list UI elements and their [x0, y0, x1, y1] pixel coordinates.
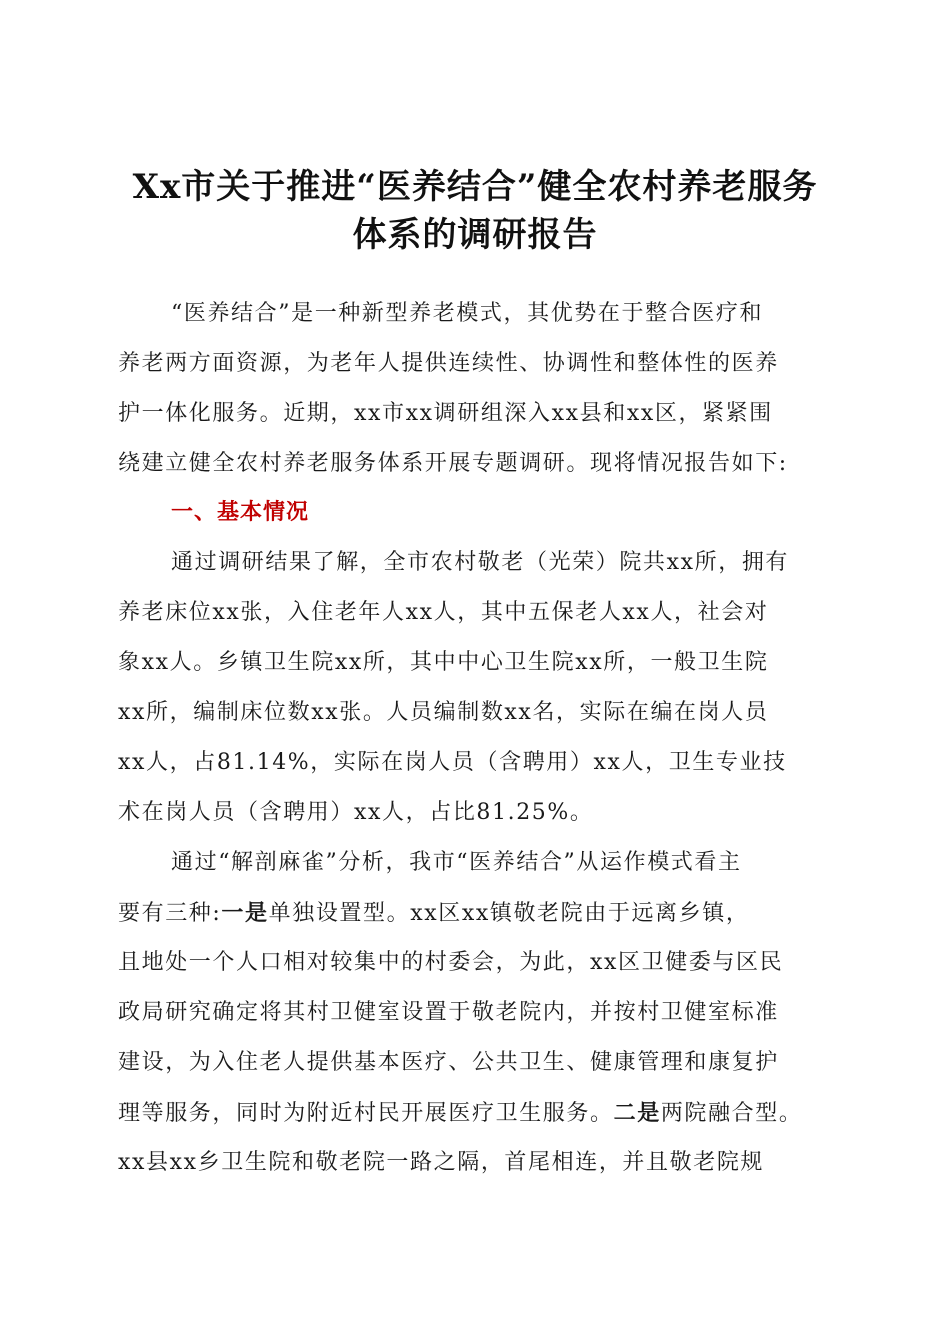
para2-line-6-end: 两院融合型。	[660, 1101, 803, 1126]
section-heading-basic-situation: 一、基本情况	[171, 500, 310, 525]
emphasis-second: 二是	[613, 1100, 661, 1126]
para2-line-5: 建设，为入住老人提供基本医疗、公共卫生、健康管理和康复护	[118, 1050, 779, 1075]
para1-line-4: xx所，编制床位数xx张。人员编制数xx名，实际在编在岗人员	[118, 700, 769, 725]
document-title-line-1: Xx市关于推进“医养结合”健全农村养老服务	[132, 167, 818, 207]
para2-line-1: 通过“解剖麻雀”分析，我市“医养结合”从运作模式看主	[171, 850, 742, 875]
emphasis-first: 一是	[221, 900, 269, 926]
para1-line-3: 象xx人。乡镇卫生院xx所，其中中心卫生院xx所，一般卫生院	[118, 650, 769, 675]
para1-line-1: 通过调研结果了解，全市农村敬老（光荣）院共xx所，拥有	[171, 550, 790, 575]
intro-line-4: 绕建立健全农村养老服务体系开展专题调研。现将情况报告如下:	[118, 451, 788, 476]
para2-line-2-end: 单独设置型。xx区xx镇敬老院由于远离乡镇，	[268, 901, 750, 926]
intro-line-1: “医养结合”是一种新型养老模式，其优势在于整合医疗和	[171, 301, 764, 326]
para2-line-3: 且地处一个人口相对较集中的村委会，为此，xx区卫健委与区民	[118, 950, 784, 975]
intro-line-3: 护一体化服务。近期，xx市xx调研组深入xx县和xx区，紧紧围	[118, 401, 773, 426]
intro-line-2: 养老两方面资源，为老年人提供连续性、协调性和整体性的医养	[118, 351, 779, 376]
para2-line-2-start: 要有三种:	[118, 901, 222, 926]
para1-line-6: 术在岗人员（含聘用）xx人，占比81.25%。	[118, 800, 594, 825]
para2-line-6-start: 理等服务，同时为附近村民开展医疗卫生服务。	[118, 1101, 614, 1126]
para1-line-2: 养老床位xx张，入住老年人xx人，其中五保老人xx人，社会对	[118, 600, 769, 625]
para2-line-6	[118, 1088, 802, 1138]
para2-line-4: 政局研究确定将其村卫健室设置于敬老院内，并按村卫健室标准	[118, 1000, 779, 1025]
document-title-line-2: 体系的调研报告	[352, 215, 598, 255]
para1-line-5: xx人，占81.14%，实际在岗人员（含聘用）xx人，卫生专业技	[118, 750, 787, 775]
para2-line-2	[118, 888, 749, 938]
para2-line-7: xx县xx乡卫生院和敬老院一路之隔，首尾相连，并且敬老院规	[118, 1150, 765, 1175]
